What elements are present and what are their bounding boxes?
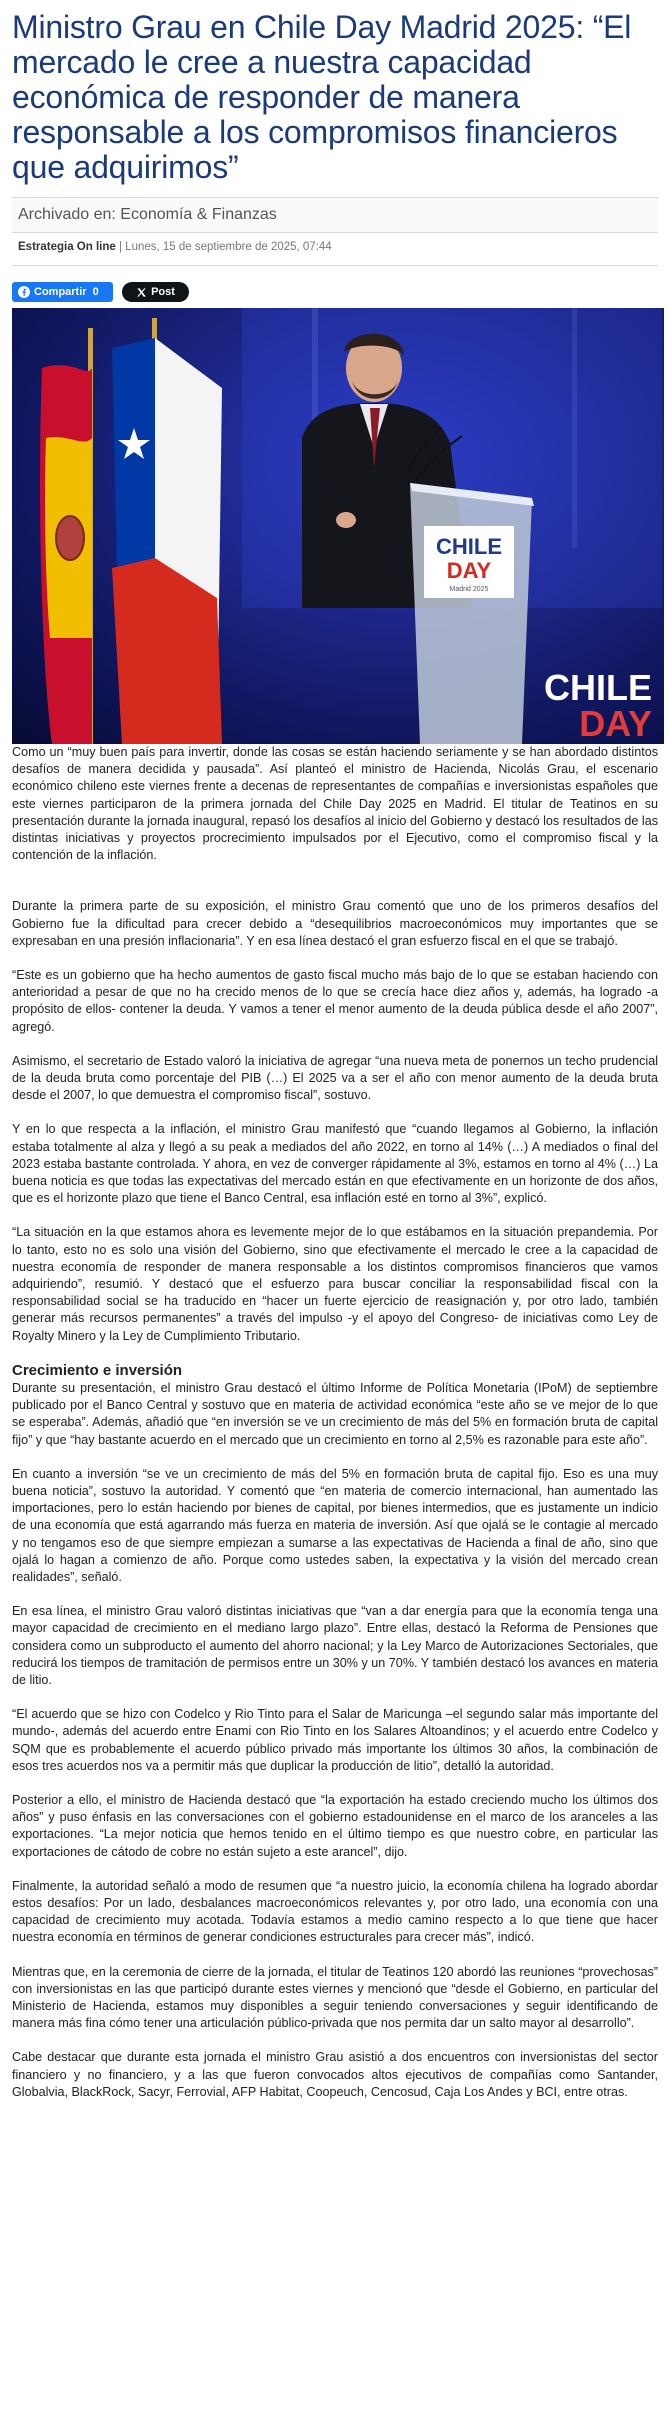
byline-date: Lunes, 15 de septiembre de 2025, 07:44 (125, 241, 332, 253)
archive-category[interactable]: Archivado en: Economía & Finanzas (12, 197, 658, 233)
article-body (12, 744, 658, 2101)
paragraph: Mientras que, en la ceremonia de cierre de la jornada, el titular de Teatinos 120 abordó las reuniones “provechosas” con inversionistas en las que participó durante estes viernes y mencionó que “desde el Gobierno, en particular del Ministerio de Hacienda, estamos muy disponibles a seguir teniendo conversaciones y seguir identificando de manera más fina cómo tener una articulación público-privada que nos permita dar un salto mayor al desarrollo”. (12, 1964, 658, 2031)
light-strip (572, 308, 577, 548)
screen-logo-line2: DAY (579, 703, 652, 744)
x-post-label: Post (151, 286, 175, 298)
article-photo (12, 308, 664, 744)
podium-logo-line2: DAY (446, 558, 492, 583)
screen-logo-line1: CHILE (544, 667, 652, 708)
paragraph: Durante la primera parte de su exposición, el ministro Grau comentó que uno de los primeros desafíos del Gobierno fue la dificultad para crecer debido a “desequilibrios macroeconómicos muy importantes que se expresaban en una presión inflacionaria”. Y en esa línea destacó el gran esfuerzo fiscal en el que se trabajó. (12, 899, 658, 948)
speaker-hand (336, 512, 356, 528)
article-title: Ministro Grau en Chile Day Madrid 2025: “El mercado le cree a nuestra capacidad económica de responder de manera responsable a los compromisos financieros que adquirimos” (12, 9, 632, 185)
paragraph: “La situación en la que estamos ahora es levemente mejor de lo que estábamos en la situación prepandemia. Por lo tanto, esto no es solo una visión del Gobierno, sino que efectivamente el mercado le cree a la capacidad de nuestra economía de responder de manera responsable a los distintos compromisos financieros que vamos adquiriendo”, resumió. Y destacó que el esfuerzo para buscar conciliar la responsabilidad fiscal con la responsabilidad social se ha traducido en “hacer un fuerte ejercicio de reasignación y, por otro lado, también generar más recursos permanentes” a través del impulso -y el apoyo del Congreso- de iniciativas como Ley de Royalty Minero y la Ley de Cumplimiento Tributario. (12, 1225, 658, 1343)
photo-scene (12, 308, 664, 744)
byline (12, 233, 658, 266)
share-bar (12, 282, 658, 306)
podium-logo-small: Madrid 2025 (449, 586, 489, 593)
byline-source: Estrategia On line (18, 241, 116, 253)
paragraph: Durante su presentación, el ministro Grau destacó el último Informe de Política Monetaria (IPoM) de septiembre publicado por el Banco Central y sostuvo que en materia de actividad económica “este año se ve mejor de lo que se esperaba”. Además, añadió que “en inversión se ve un crecimiento de más del 5% en formación bruta de capital fijo” y que “hay bastante acuerdo en el mercado que un crecimiento en torno al 2,5% es razonable para este año”. (12, 1380, 658, 1447)
podium-logo-line1: CHILE (436, 534, 502, 559)
spain-coat-of-arms (56, 516, 84, 560)
paragraph: En esa línea, el ministro Grau valoró distintas iniciativas que “van a dar energía para que la economía tenga una mayor capacidad de crecimiento en el mediano largo plazo”. Entre ellas, destacó la Reforma de Pensiones que considera como un subproducto el aumento del ahorro nacional; y la Ley Marco de Autorizaciones Sectoriales, que reducirá los tiempos de tramitación de permisos entre un 30% y un 70%. Y también destacó los avances en materia de litio. (12, 1604, 658, 1687)
facebook-icon (18, 286, 30, 298)
paragraph: Como un “muy buen país para invertir, donde las cosas se están haciendo seriamente y se han abordado distintos desafíos de manera decidida y pausada”. Así planteó el ministro de Hacienda, Nicolás Grau, el escenario económico chileno este viernes frente a decenas de representantes de compañías e inversionistas españoles que este viernes participaron de la primera jornada del Chile Day 2025 en Madrid. El titular de Teatinos en su presentación durante la jornada inaugural, repasó los desafíos al inicio del Gobierno y destacó los resultados de las distintas iniciativas y proyectos procrecimiento impulsados por el Ejecutivo, como el compromiso fiscal y la contención de la inflación. (12, 745, 658, 863)
paragraph: Finalmente, la autoridad señaló a modo de resumen que “a nuestro juicio, la economía chilena ha logrado abordar estos desafíos: Por un lado, desbalances macroeconómicos relevantes y, por otro lado, una economía con una capacidad de crecimiento muy acotada. Todavía estamos a medio camino respecto a lo que tiene que hacer nuestra economía en términos de generar condiciones estructurales para crecer más”, indicó. (12, 1878, 658, 1945)
x-logo-icon (136, 287, 147, 298)
paragraph: “El acuerdo que se hizo con Codelco y Rio Tinto para el Salar de Maricunga –el segundo salar más importante del mundo-, además del acuerdo entre Enami con Rio Tinto en los Salares Altoandinos; y el acuerdo entre Codelco y SQM que es probablemente el acuerdo público privado más importante los últimos 30 años, la combinación de esos tres acuerdos nos va a permitir más que duplicar la producción de litio”, detalló la autoridad. (12, 1707, 658, 1773)
facebook-share-count: 0 (92, 286, 99, 298)
section-heading: Crecimiento e inversión (12, 1361, 183, 1379)
podium-glass (410, 483, 532, 744)
x-post-button[interactable] (122, 282, 189, 302)
chile-flag-blue (112, 338, 155, 568)
paragraph: Posterior a ello, el ministro de Hacienda destacó que “la exportación ha estado creciendo mucho los últimos dos años” y puso énfasis en las conversaciones con el gobierno estadounidense en el marco de los aranceles a las exportaciones. “La mejor noticia que hemos tenido en el último tiempo es que nuestro cobre, en particular las exportaciones de cátodo de cobre no están sujeto a este arancel”, dijo. (12, 1792, 658, 1859)
paragraph: En cuanto a inversión “se ve un crecimiento de más del 5% en formación bruta de capital fijo. Eso es una muy buena noticia”, sostuvo la autoridad. Y comentó que “en materia de comercio internacional, han aumentado las importaciones, pero lo están haciendo por bienes de capital, por bienes intermedios, que es justamente un indicio de una economía que está agarrando más fuerza en materia de inversión. Así que ojalá se le contagie al mercado y no tengamos eso de que siempre empiezan a sumarse a las expectativas de Hacienda a final de año, sino que ojalá lo hagan a comienzo de año. Porque como ustedes saben, la expectativa y la visión del mercado crean realidades”, señaló. (12, 1466, 658, 1584)
paragraph: “Este es un gobierno que ha hecho aumentos de gasto fiscal mucho más bajo de lo que se estaban haciendo con anterioridad a pesar de que no ha crecido menos de lo que se crecía hace diez años y, además, ha logrado -a propósito de ellos- contener la deuda. Y vamos a tener el menor aumento de la deuda pública desde el año 2007”, agregó. (12, 968, 658, 1034)
paragraph: Asimismo, el secretario de Estado valoró la iniciativa de agregar “una nueva meta de ponernos un techo prudencial de la deuda bruta como porcentaje del PIB (…) El 2025 va a ser el año con menor aumento de la deuda bruta desde el 2007, lo que demuestra el compromiso fiscal”, sostuvo. (12, 1053, 658, 1103)
byline-separator: | (118, 241, 126, 253)
paragraph: Y en lo que respecta a la inflación, el ministro Grau manifestó que “cuando llegamos al Gobierno, la inflación estaba totalmente al alza y llegó a su peak a mediados del año 2022, en torno al 14% (…) A mediados o final del 2023 estaba bastante controlada. Y ahora, en vez de converger rápidamente al 3%, estamos en torno al 4% (…) La buena noticia es que todas las expectativas del mercado están en que efectivamente en un horizonte de dos años, que es el horizonte plazo que tiene el Banco Central, esa inflación esté en torno al 3%”, explicó. (12, 1122, 658, 1206)
facebook-share-label: Compartir (34, 286, 87, 298)
paragraph: Cabe destacar que durante esta jornada el ministro Grau asistió a dos encuentros con inversionistas del sector financiero y no financiero, y a las que fueron convocados altos ejecutivos de compañías como Santander, Globalvia, BlackRock, Sacyr, Ferrovial, AFP Habitat, Coopeuch, Cencosud, Caja Los Andes y BCI, entre otras. (12, 2050, 658, 2099)
facebook-share-button[interactable] (12, 282, 113, 302)
